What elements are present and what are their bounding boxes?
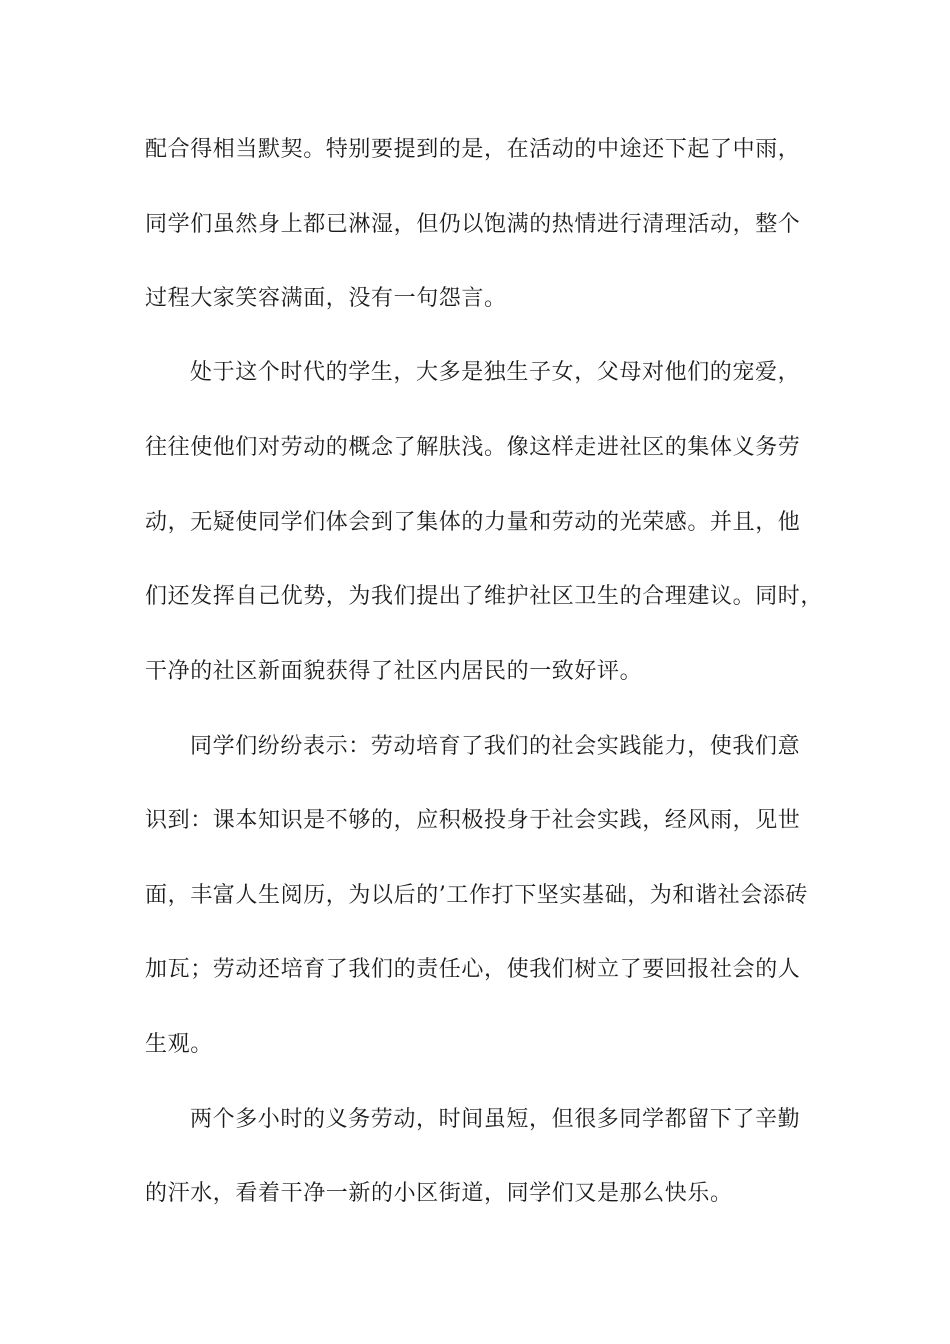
paragraph-line: 两个多小时的义务劳动，时间虽短，但很多同学都留下了辛勤 — [190, 1107, 801, 1132]
paragraph-line: 干净的社区新面貌获得了社区内居民的一致好评。 — [145, 659, 643, 684]
paragraph-line: 处于这个时代的学生，大多是独生子女，父母对他们的宠爱， — [190, 360, 801, 385]
paragraph-line: 识到：课本知识是不够的，应积极投身于社会实践，经风雨，见世 — [145, 808, 801, 833]
paragraph-line: 同学们虽然身上都已淋湿，但仍以饱满的热情进行清理活动，整个 — [145, 212, 801, 237]
paragraph-line: 的汗水，看着干净一新的小区街道，同学们又是那么快乐。 — [145, 1181, 733, 1206]
paragraph-line: 配合得相当默契。特别要提到的是，在活动的中途还下起了中雨， — [145, 137, 801, 162]
paragraph-line: 往往使他们对劳动的概念了解肤浅。像这样走进社区的集体义务劳 — [145, 435, 801, 460]
paragraph-line: 生观。 — [145, 1032, 213, 1057]
paragraph-line: 加瓦；劳动还培育了我们的责任心，使我们树立了要回报社会的人 — [145, 957, 801, 982]
paragraph-line: 过程大家笑容满面，没有一句怨言。 — [145, 286, 507, 311]
paragraph-line: 们还发挥自己优势，为我们提出了维护社区卫生的合理建议。同时， — [145, 584, 824, 609]
paragraph-line: 同学们纷纷表示：劳动培育了我们的社会实践能力，使我们意 — [190, 734, 801, 759]
paragraph-line: 面，丰富人生阅历，为以后的’工作打下坚实基础，为和谐社会添砖 — [145, 883, 808, 908]
paragraph-line: 动，无疑使同学们体会到了集体的力量和劳动的光荣感。并且，他 — [145, 510, 801, 535]
